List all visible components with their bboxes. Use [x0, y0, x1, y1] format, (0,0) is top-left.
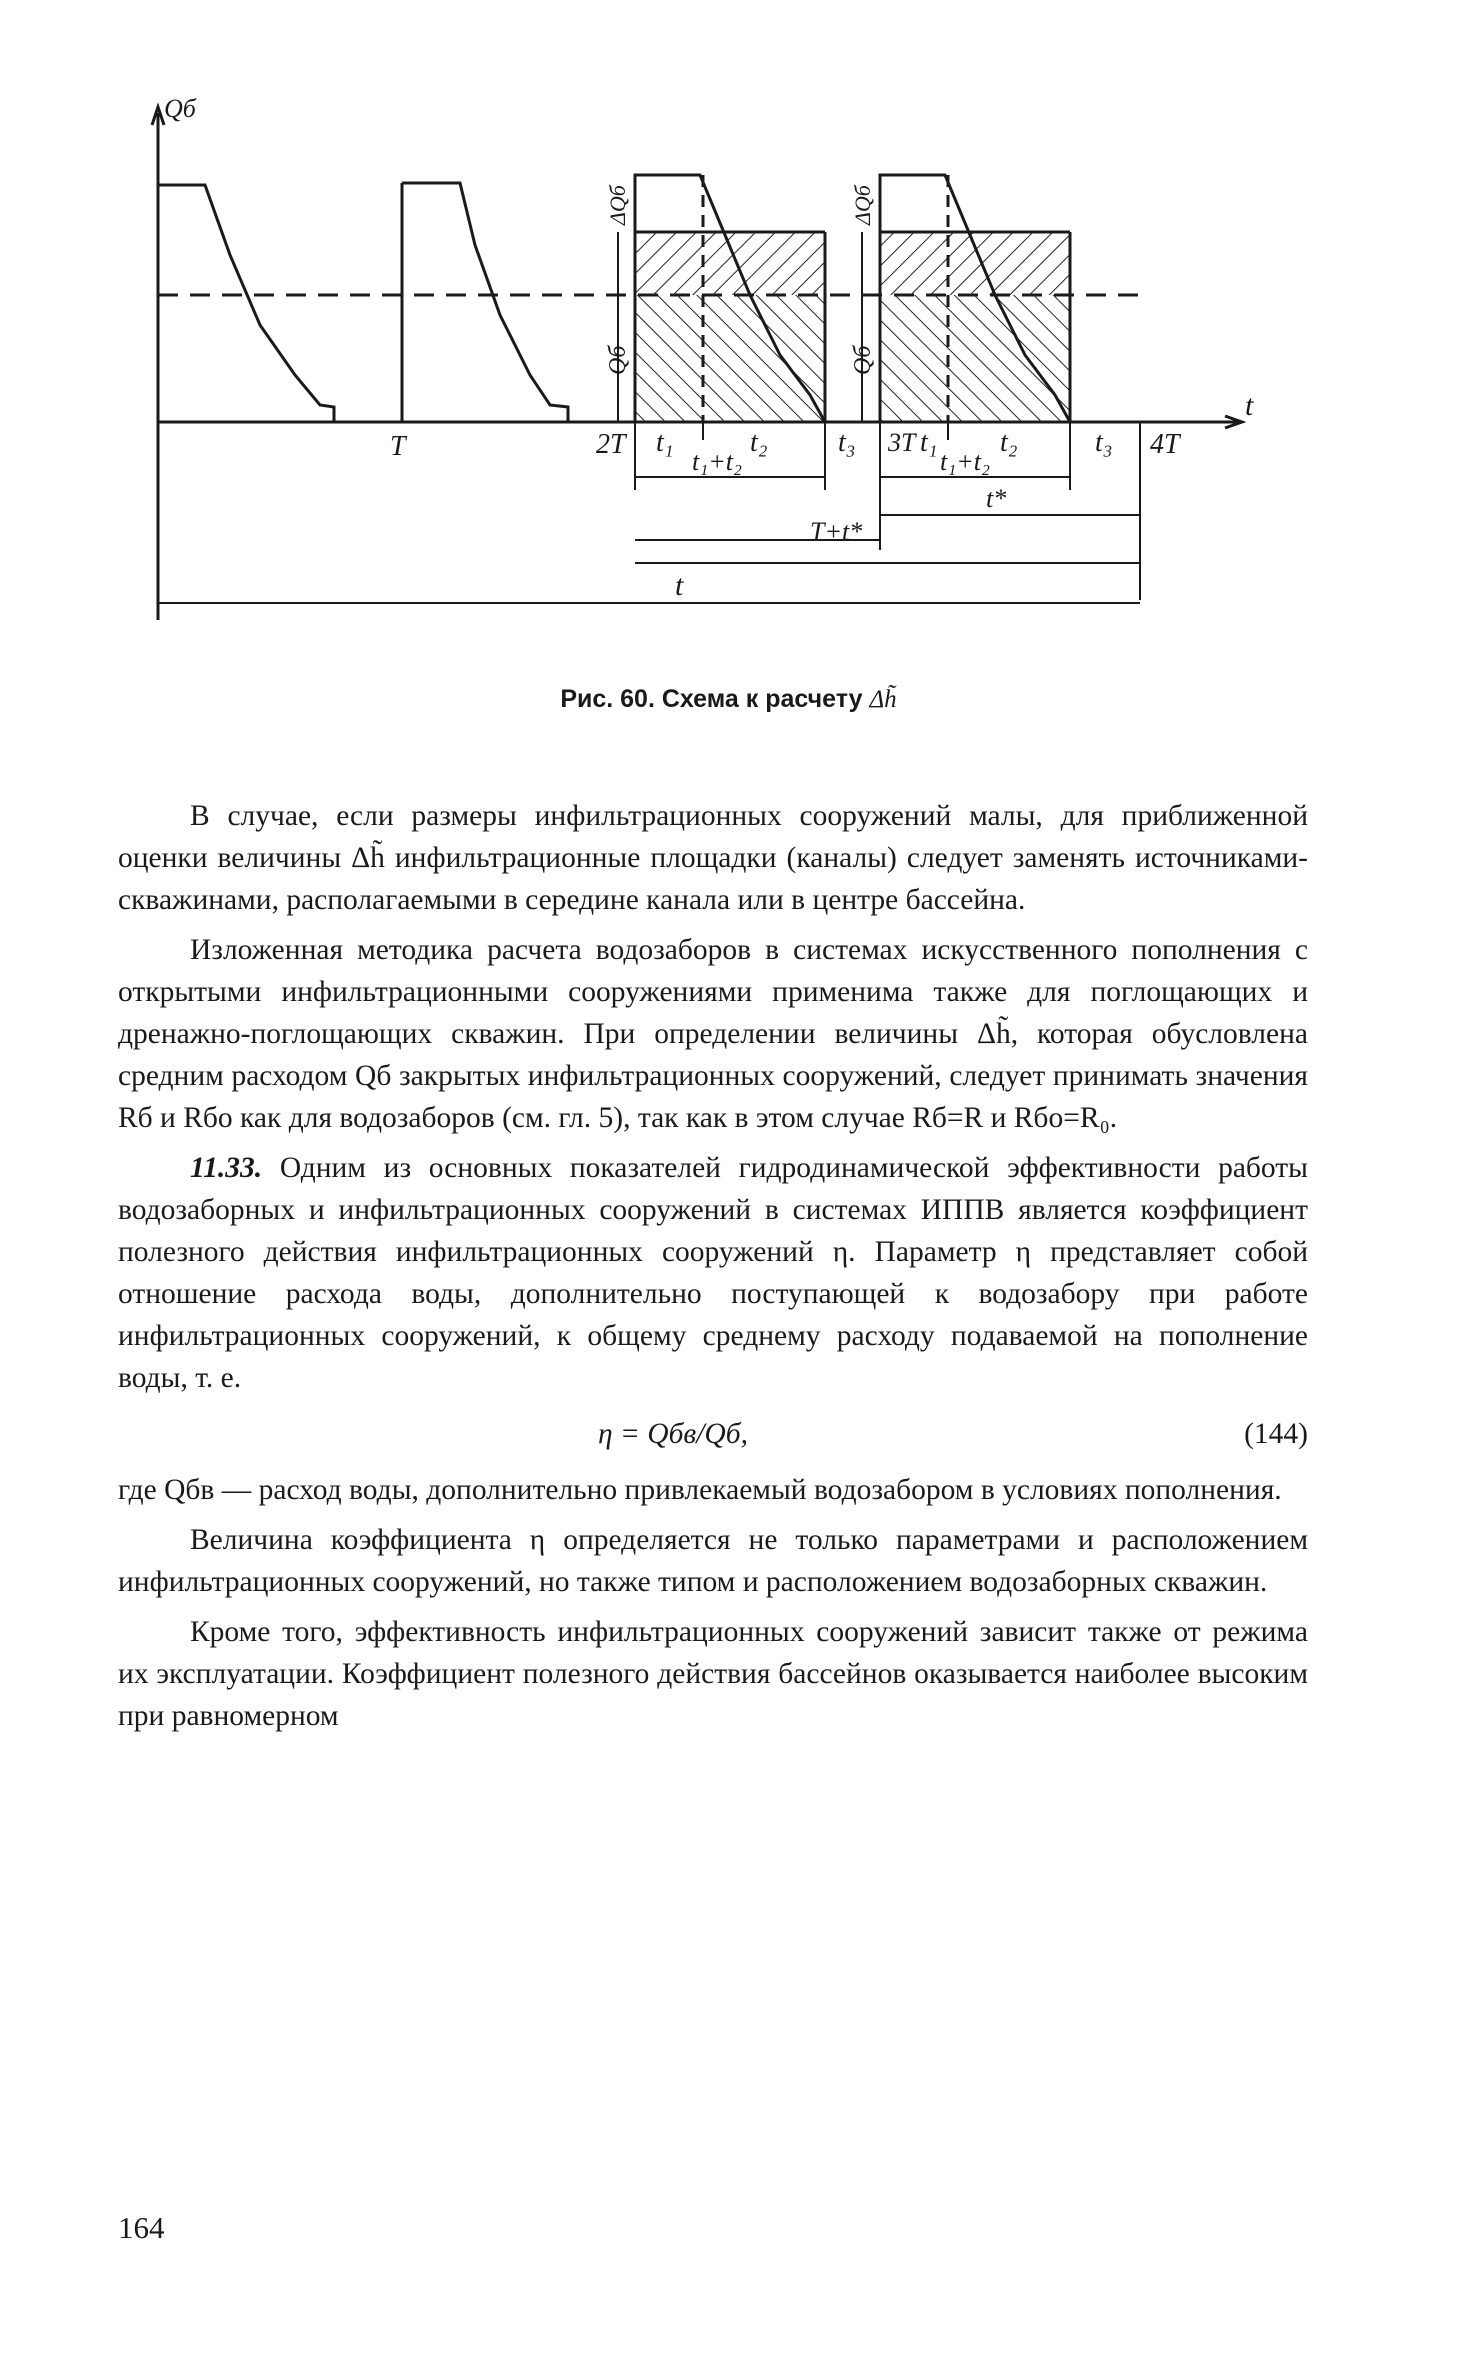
label-t2-a: t₂ [750, 427, 768, 458]
label-tstar: t* [986, 484, 1007, 513]
label-dq-b: ΔQб [850, 185, 875, 225]
flow-schedule-diagram [120, 95, 1270, 655]
equation-144 [118, 1413, 1308, 1461]
caption-symbol: Δh̃ [869, 686, 897, 713]
label-t3-b: t₃ [1095, 427, 1113, 458]
label-3T: 3T [888, 428, 916, 457]
paragraph-1: В случае, если размеры инфильтрационных сооружений малы, для приближенной оценки величины Δh̃ инфильтрационные площадки (каналы) следует заменять источниками-скважинами, располагаемыми в середине канала или в центре бассейна. [118, 800, 1308, 916]
label-dq-a: ΔQб [605, 185, 630, 225]
paragraph-2: Изложенная методика расчета водозаборов в системах искусственного пополнения с открытыми инфильтрационными сооружениями применима также для поглощающих и дренажно-поглощающих скважин. При определении величины Δh̃, которая обусловлена средним расходом Qб закрытых инфильтрационных сооружений, следует принимать значения Rб и Rбо как для водозаборов (см. гл. 5), так как в этом случае Rб=R и Rбо=R₀. [118, 934, 1308, 1134]
paragraph-3 [118, 1147, 1308, 1399]
label-t1t2-a: t₁+t₂ [692, 447, 743, 476]
label-q-b: Qб [850, 345, 876, 375]
label-T: T [390, 431, 406, 462]
equation-number: (144) [1244, 1418, 1308, 1450]
caption-text: Рис. 60. Схема к расчету [560, 685, 863, 713]
label-t1-a: t₁ [656, 427, 674, 458]
block-1 [635, 175, 825, 422]
formula: η = Qбв/Qб, [598, 1418, 748, 1450]
label-t1-b: t₁ [920, 427, 938, 458]
pulse-2 [402, 183, 568, 422]
paragraph-4: где Qбв — расход воды, дополнительно привлекаемый водозабором в условиях пополнения. [118, 1474, 1282, 1506]
section-number: 11.33. [190, 1152, 263, 1184]
label-y-axis: Qб [164, 95, 196, 123]
block-2 [880, 175, 1070, 422]
label-2T: 2T [596, 429, 626, 460]
label-t2-b: t₂ [1000, 427, 1018, 458]
label-4T: 4T [1150, 429, 1180, 460]
pulse-1 [158, 185, 334, 422]
label-x-axis: t [1245, 389, 1254, 422]
label-Ttstar: T+t* [810, 517, 863, 546]
label-t1t2-b: t₁+t₂ [940, 447, 991, 476]
figure-caption [0, 685, 1457, 714]
label-t-total: t [675, 569, 684, 602]
paragraph-6: Кроме того, эффективность инфильтрационных сооружений зависит также от режима их эксплуатации. Коэффициент полезного действия бассейнов оказывается наиболее высоким при равномерном [118, 1616, 1308, 1732]
paragraph-3-text: Одним из основных показателей гидродинамической эффективности работы водозаборных и инфильтрационных сооружений в системах ИППВ является коэффициент полезного действия инфильтрационных сооружений η. Параметр η представляет собой отношение расхода воды, дополнительно поступающей к водозабору при работе инфильтрационных сооружений, к общему среднему расходу подаваемой на пополнение воды, т. е. [118, 1152, 1308, 1394]
page-number: 164 [118, 2210, 165, 2245]
paragraph-5: Величина коэффициента η определяется не только параметрами и расположением инфильтрационных сооружений, но также типом и расположением водозаборных скважин. [118, 1524, 1308, 1598]
body-text [118, 795, 1308, 1745]
label-q-a: Qб [605, 345, 631, 375]
label-t3-a: t₃ [838, 427, 856, 458]
